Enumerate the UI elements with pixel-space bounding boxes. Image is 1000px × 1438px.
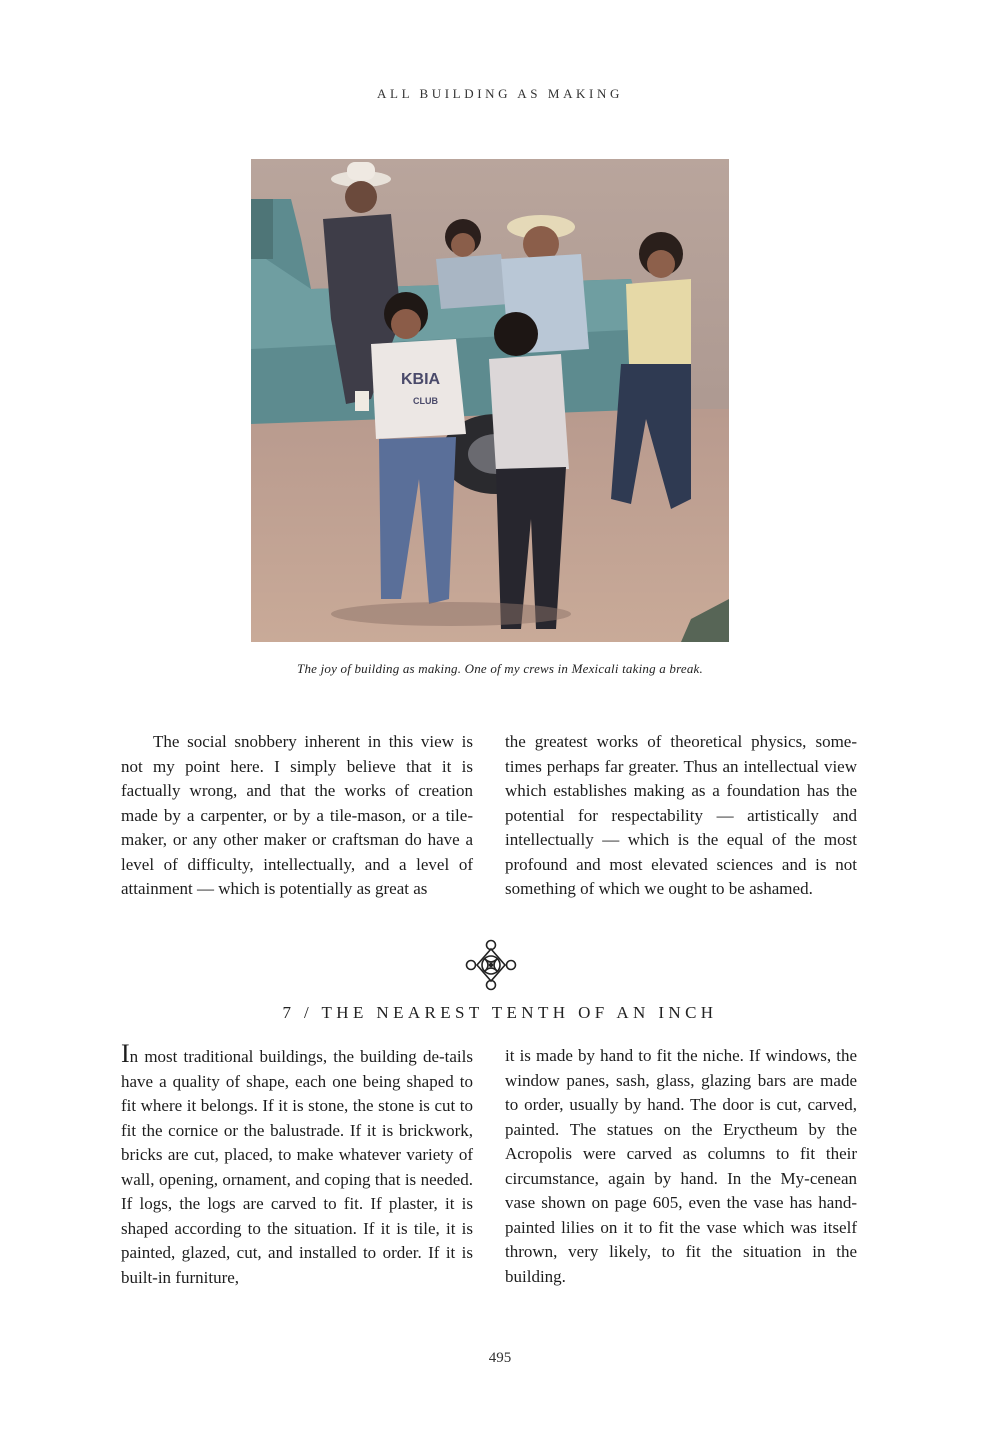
section2-left-column [121,1039,473,1290]
body-paragraph: The social snobbery inherent in this view is not my point here. I simply believe that it is factually wrong, and that the works of creation made by a carpenter, or by a tile-mason, or a tile-maker, or any other maker or craftsman do have a level of difficulty, intellectually, and a level of attainment — which is potentially as great as [121,732,473,898]
section1-left-column [121,730,473,902]
shirt-text-2: CLUB [413,396,438,406]
paragraph-text: n most traditional buildings, the building de-tails have a quality of shape, each one being shaped to fit where it belongs. If it is stone, the stone is cut to fit the cornice or the balustrade. If it is brickwork, bricks are cut, placed, to make whatever variety of wall, opening, ornament, and coping that is needed. If logs, the logs are carved to fit. If plaster, it is shaped according to the situation. If it is tile, it is painted, glazed, cut, and installed to order. If it is built-in furniture, [121,1047,473,1287]
shirt-text-1: KBIA [401,371,441,388]
section-heading: 7 / THE NEAREST TENTH OF AN INCH [282,1003,718,1022]
celtic-knot-ornament-icon [464,938,518,992]
photo-of-construction-crew-icon [251,159,729,642]
section2-right-column [505,1044,857,1289]
body-paragraph: the greatest works of theoretical physics, some-times perhaps far greater. Thus an intellectual view which establishes making as a foundation has the potential for respectability — artistically and intellectually — which is the equal of the most profound and most elevated sciences and is not something of which we ought to be ashamed. [505,732,857,898]
body-paragraph: it is made by hand to fit the niche. If windows, the window panes, sash, glass, glazing bars are made to order, usually by hand. The door is cut, carved, painted. The statues on the Eryctheum by the Acropolis were carved as columns to fit their circumstance, again by hand. In the My-cenean vase shown on page 605, even the vase has hand-painted lilies on it to fit the vase which was itself thrown, very likely, to fit the situation in the building. [505,1046,857,1286]
body-paragraph [121,1039,473,1290]
running-head: ALL BUILDING AS MAKING [377,86,623,101]
section1-right-column [505,730,857,902]
crew-photo [251,159,729,642]
figure-caption: The joy of building as making. One of my crews in Mexicali taking a break. [297,661,703,676]
page-number: 495 [488,1350,512,1366]
drop-cap: I [121,1039,130,1068]
